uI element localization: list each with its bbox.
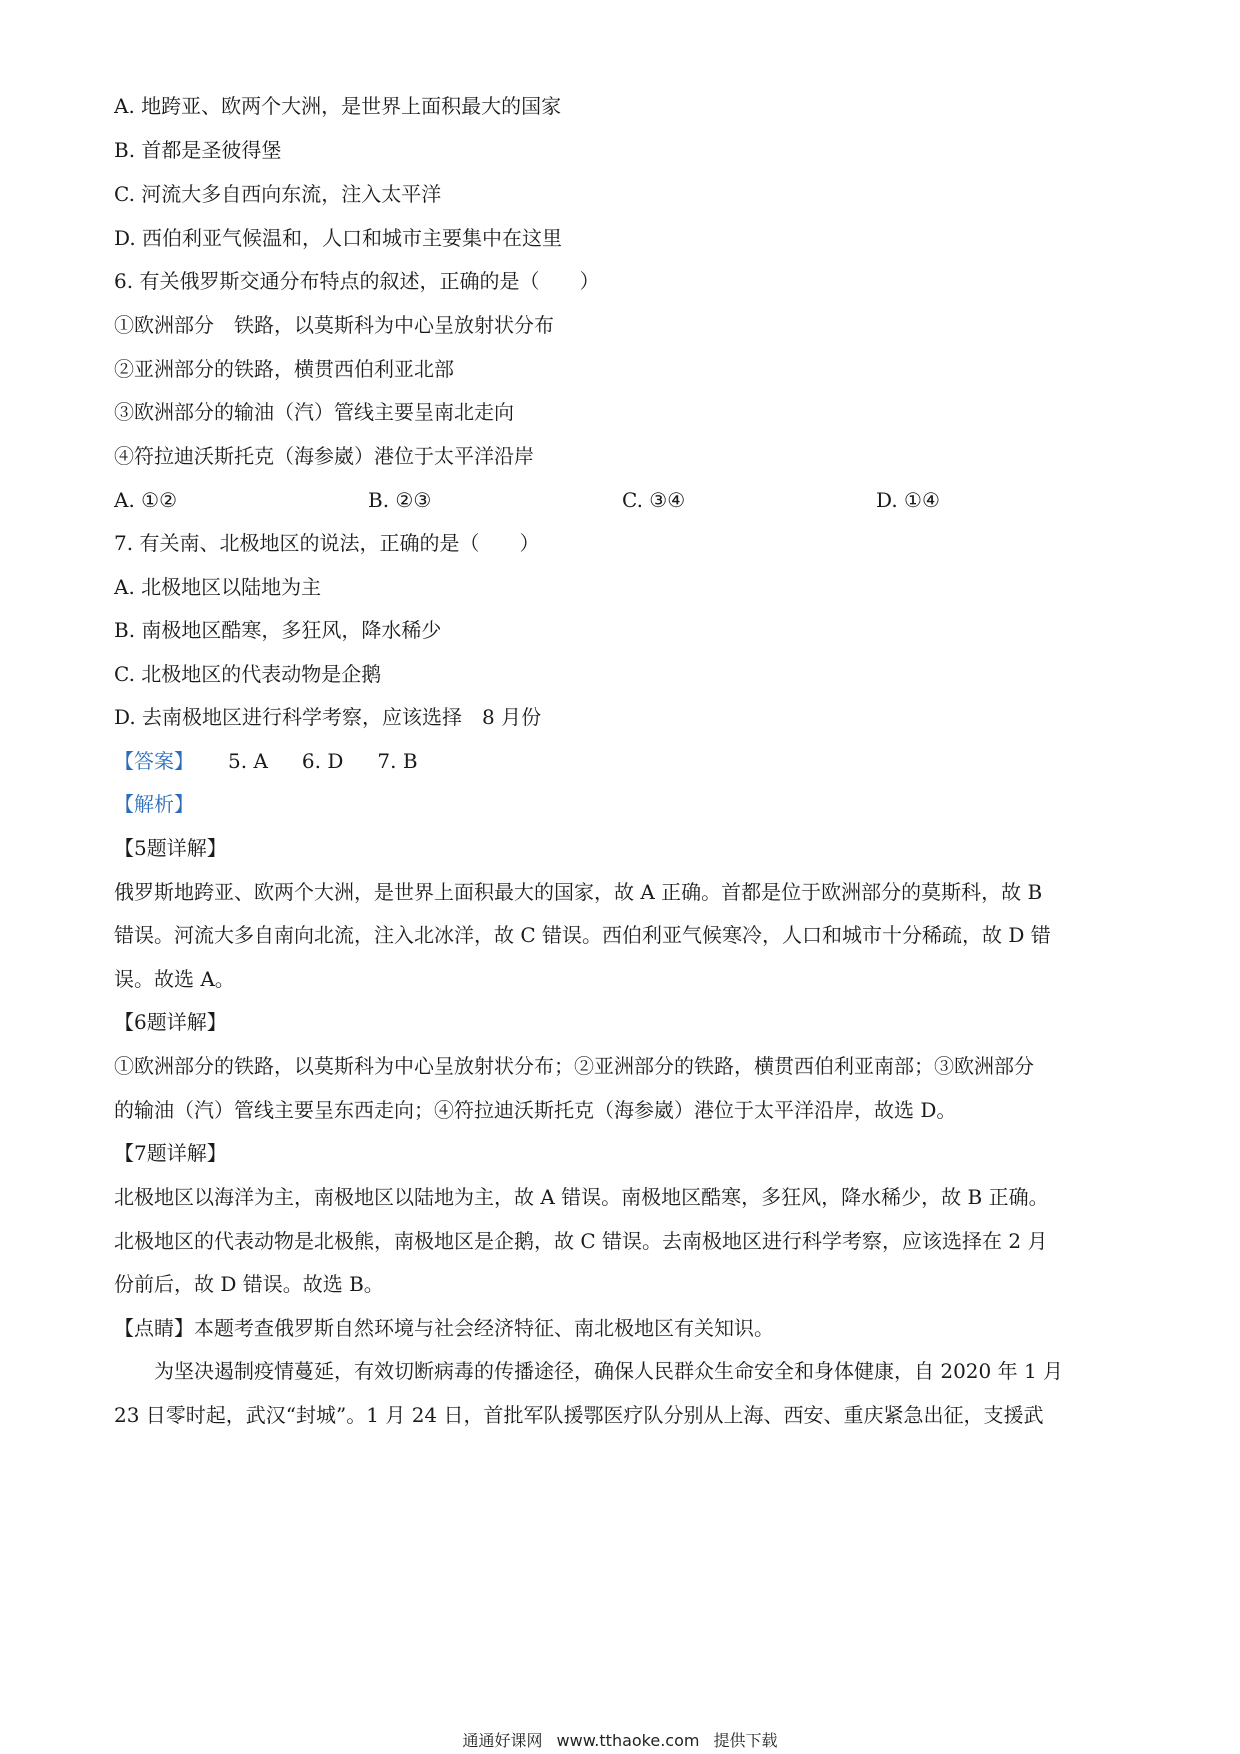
q7-option-b: B. 南极地区酷寒，多狂风，降水稀少 (114, 618, 442, 642)
q6-choice-b: B. ②③ (368, 488, 432, 512)
comment-text: 本题考查俄罗斯自然环境与社会经济特征、南北极地区有关知识。 (194, 1316, 774, 1340)
q6-statement-2: ②亚洲部分的铁路，横贯西伯利亚北部 (114, 357, 454, 381)
answer-line (114, 747, 1134, 775)
detail6-heading: 【6题详解】 (114, 1010, 227, 1034)
footer-url[interactable]: www.tthaoke.com (556, 1731, 700, 1750)
answer-6: 6. D (301, 749, 344, 773)
detail5-heading: 【5题详解】 (114, 836, 227, 860)
detail7-line-1: 北极地区以海洋为主，南极地区以陆地为主，故 A 错误。南极地区酷寒，多狂风，降水稀少，故 B 正确。 (114, 1185, 1049, 1209)
analysis-heading: 【解析】 (114, 792, 194, 816)
q7-option-c: C. 北极地区的代表动物是企鹅 (114, 662, 382, 686)
page-footer (0, 1728, 1240, 1751)
q6-choice-d: D. ①④ (876, 488, 940, 512)
detail6-line-1: ①欧洲部分的铁路，以莫斯科为中心呈放射状分布；②亚洲部分的铁路，横贯西伯利亚南部；③欧洲部分 (114, 1054, 1034, 1078)
detail7-line-2: 北极地区的代表动物是北极熊，南极地区是企鹅，故 C 错误。去南极地区进行科学考察，应该选择在 2 月 (114, 1229, 1048, 1253)
comment-line (114, 1314, 1134, 1342)
q5-option-c: C. 河流大多自西向东流，注入太平洋 (114, 182, 442, 206)
q5-option-d: D. 西伯利亚气候温和，人口和城市主要集中在这里 (114, 226, 563, 250)
footer-suffix: 提供下载 (713, 1731, 778, 1750)
passage-line-2: 23 日零时起，武汉“封城”。1 月 24 日，首批军队援鄂医疗队分别从上海、西安、重庆紧急出征，支援武 (114, 1403, 1044, 1427)
detail7-line-3: 份前后，故 D 错误。故选 B。 (114, 1272, 384, 1296)
q6-choices (114, 486, 1134, 514)
answer-tag: 【答案】 (114, 749, 194, 773)
detail5-line-1: 俄罗斯地跨亚、欧两个大洲，是世界上面积最大的国家，故 A 正确。首都是位于欧洲部分的莫斯科，故 B (114, 880, 1043, 904)
answer-7: 7. B (377, 749, 418, 773)
detail6-line-2: 的输油（汽）管线主要呈东西走向；④符拉迪沃斯托克（海参崴）港位于太平洋沿岸，故选 D。 (114, 1098, 957, 1122)
passage-line-1: 为坚决遏制疫情蔓延，有效切断病毒的传播途径，确保人民群众生命安全和身体健康，自 2020 年 1 月 (154, 1359, 1064, 1383)
q5-option-a: A. 地跨亚、欧两个大洲，是世界上面积最大的国家 (114, 94, 562, 118)
q7-stem: 7. 有关南、北极地区的说法，正确的是（ ） (114, 531, 540, 555)
q7-option-a: A. 北极地区以陆地为主 (114, 575, 322, 599)
detail7-heading: 【7题详解】 (114, 1141, 227, 1165)
detail5-line-3: 误。故选 A。 (114, 967, 235, 991)
q5-option-b: B. 首都是圣彼得堡 (114, 138, 282, 162)
q6-choice-c: C. ③④ (622, 488, 686, 512)
q7-option-d: D. 去南极地区进行科学考察，应该选择 8 月份 (114, 705, 542, 729)
q6-choice-a: A. ①② (114, 488, 178, 512)
comment-tag: 【点睛】 (114, 1316, 194, 1340)
q6-statement-3: ③欧洲部分的输油（汽）管线主要呈南北走向 (114, 400, 514, 424)
footer-site-name: 通通好课网 (462, 1731, 543, 1750)
q6-statement-1: ①欧洲部分 铁路，以莫斯科为中心呈放射状分布 (114, 313, 554, 337)
q6-stem: 6. 有关俄罗斯交通分布特点的叙述，正确的是（ ） (114, 269, 600, 293)
q6-statement-4: ④符拉迪沃斯托克（海参崴）港位于太平洋沿岸 (114, 444, 534, 468)
answer-5: 5. A (228, 749, 268, 773)
detail5-line-2: 错误。河流大多自南向北流，注入北冰洋，故 C 错误。西伯利亚气候寒冷，人口和城市十分稀疏，故 D 错 (114, 923, 1051, 947)
